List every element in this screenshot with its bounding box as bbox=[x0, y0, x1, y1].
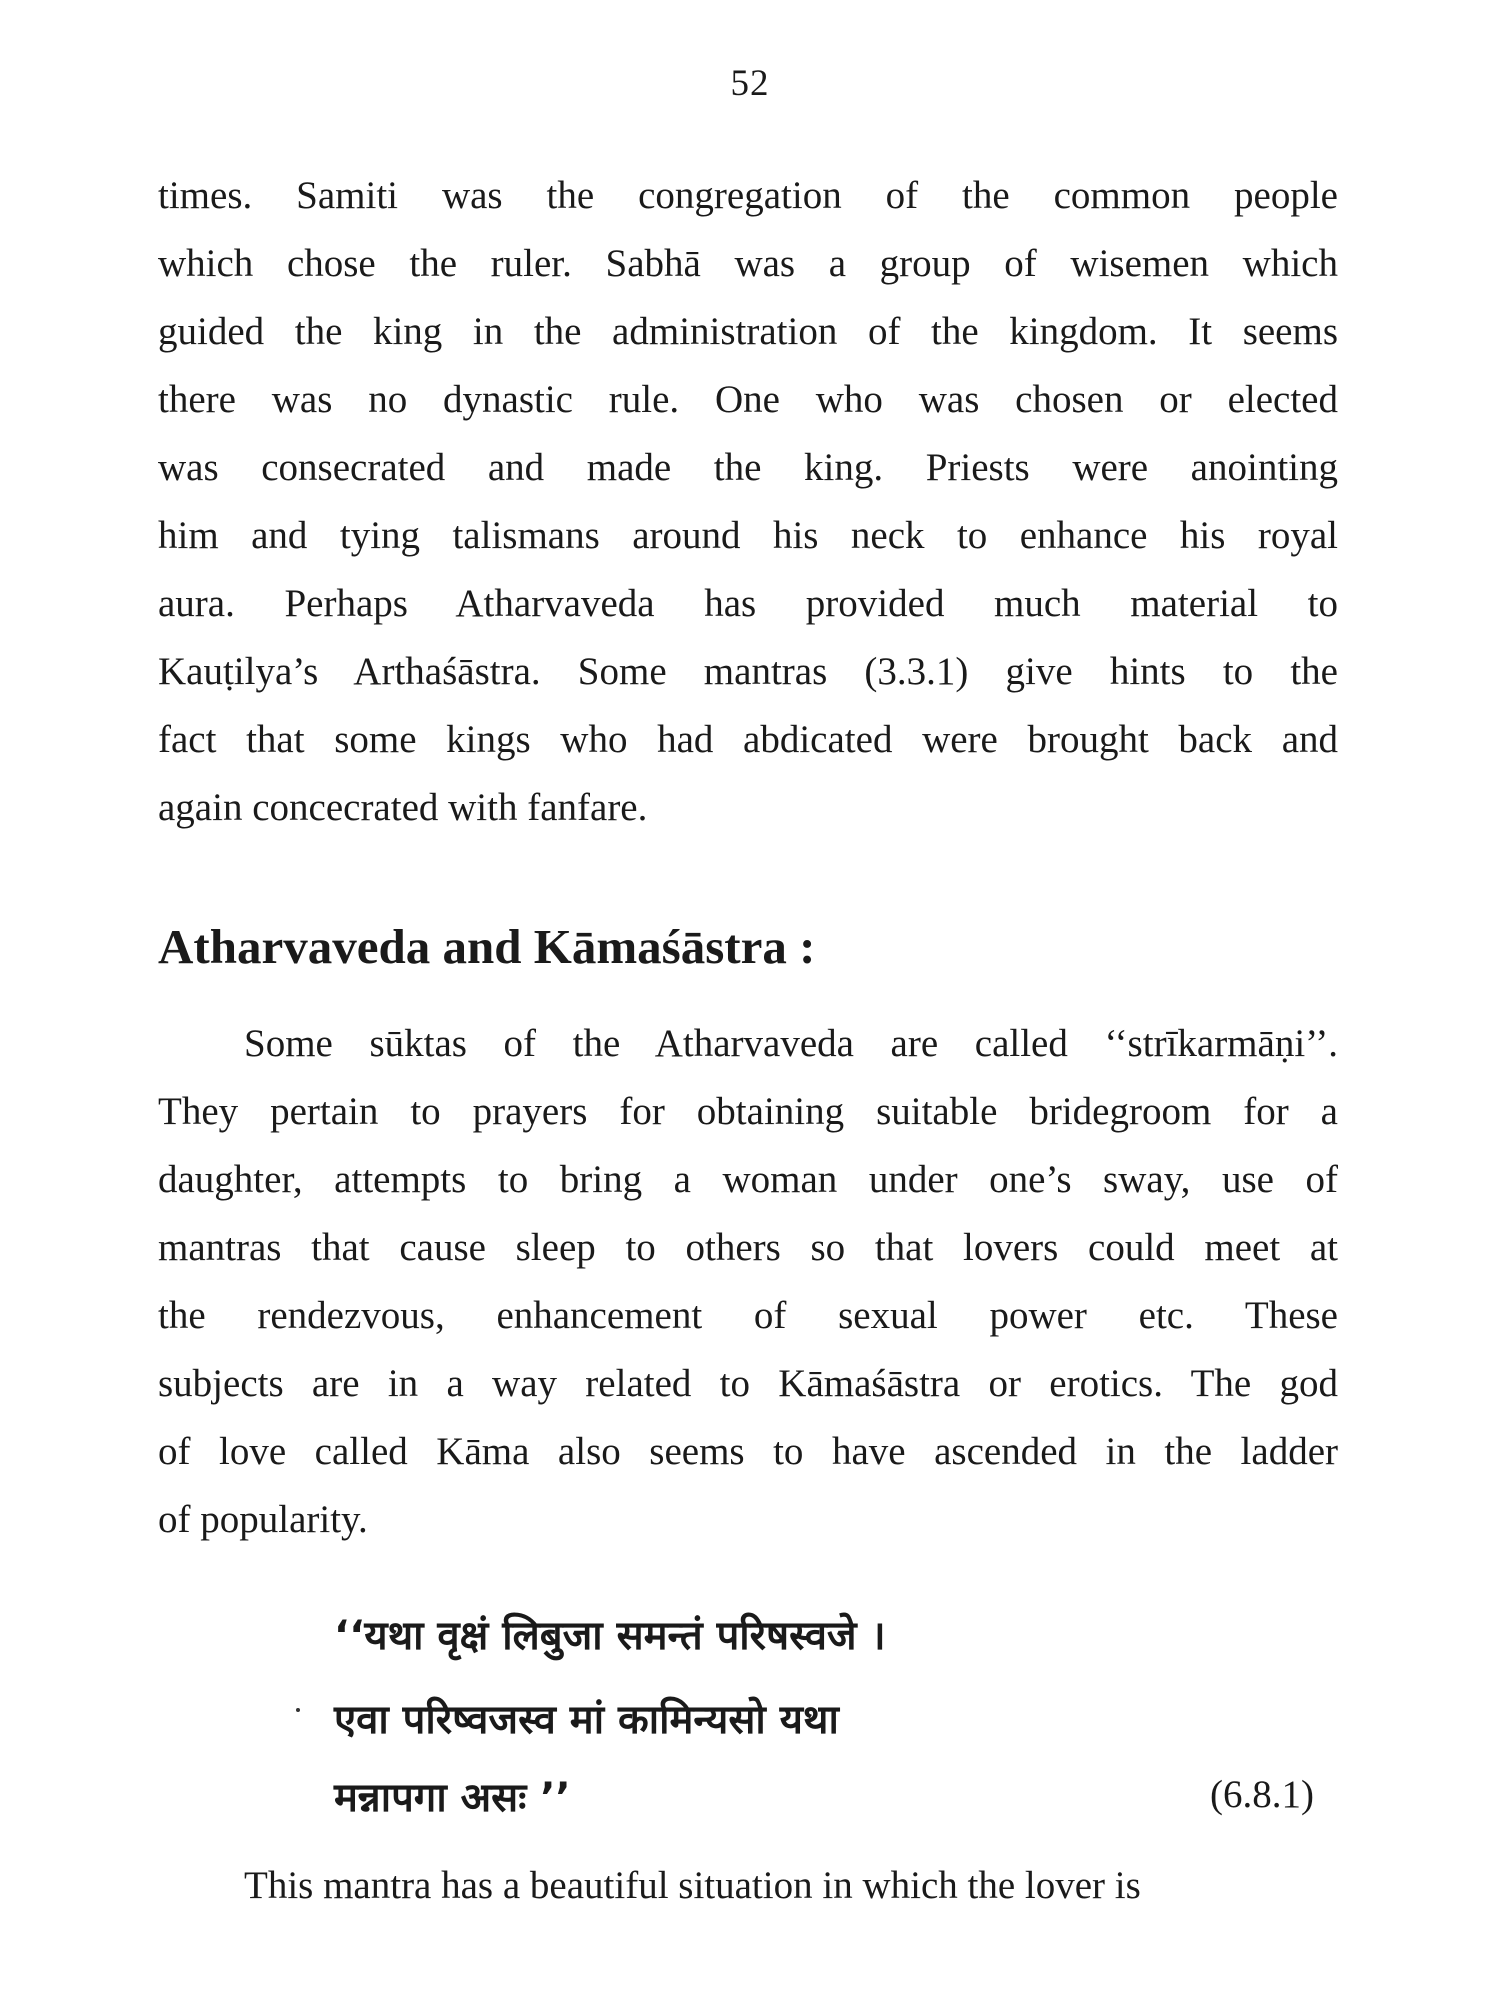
section-heading: Atharvaveda and Kāmaśāstra : bbox=[158, 919, 816, 974]
text-line: Some sūktas of the Atharvaveda are called ‘‘strīkarmāṇi’’. bbox=[244, 1022, 1338, 1065]
text-line: This mantra has a beautiful situation in which the lover is bbox=[244, 1864, 1141, 1907]
verse-line: ‘‘यथा वृक्षं लिबुजा समन्तं परिषस्वजे । bbox=[334, 1613, 886, 1659]
page-number: 52 bbox=[730, 63, 770, 104]
text-line: aura. Perhaps Atharvaveda has provided much material to bbox=[158, 582, 1338, 625]
text-line: daughter, attempts to bring a woman under one’s sway, use of bbox=[158, 1158, 1338, 1201]
text-line: fact that some kings who had abdicated were brought back and bbox=[158, 718, 1338, 761]
text-line: the rendezvous, enhancement of sexual power etc. These bbox=[158, 1294, 1338, 1337]
text-line: They pertain to prayers for obtaining suitable bridegroom for a bbox=[158, 1090, 1338, 1133]
text-line: him and tying talismans around his neck to enhance his royal bbox=[158, 514, 1338, 557]
text-line: guided the king in the administration of the kingdom. It seems bbox=[158, 310, 1338, 353]
text-line: again concecrated with fanfare. bbox=[158, 786, 648, 829]
verse-line: एवा परिष्वजस्व मां कामिन्यसो यथा bbox=[334, 1697, 839, 1743]
scan-speck bbox=[296, 1708, 300, 1712]
text-line: there was no dynastic rule. One who was chosen or elected bbox=[158, 378, 1338, 421]
text-line: of popularity. bbox=[158, 1498, 368, 1541]
verse-line: मन्नापगा असः ’’ bbox=[334, 1775, 571, 1821]
text-line: times. Samiti was the congregation of the common people bbox=[158, 174, 1338, 217]
text-line: Kauṭilya’s Arthaśāstra. Some mantras (3.3.1) give hints to the bbox=[158, 650, 1338, 693]
text-line: of love called Kāma also seems to have ascended in the ladder bbox=[158, 1430, 1338, 1473]
text-line: mantras that cause sleep to others so that lovers could meet at bbox=[158, 1226, 1338, 1269]
text-line: which chose the ruler. Sabhā was a group of wisemen which bbox=[158, 242, 1338, 285]
verse-reference: (6.8.1) bbox=[1210, 1773, 1314, 1816]
text-line: subjects are in a way related to Kāmaśāstra or erotics. The god bbox=[158, 1362, 1338, 1405]
text-line: was consecrated and made the king. Priests were anointing bbox=[158, 446, 1338, 489]
